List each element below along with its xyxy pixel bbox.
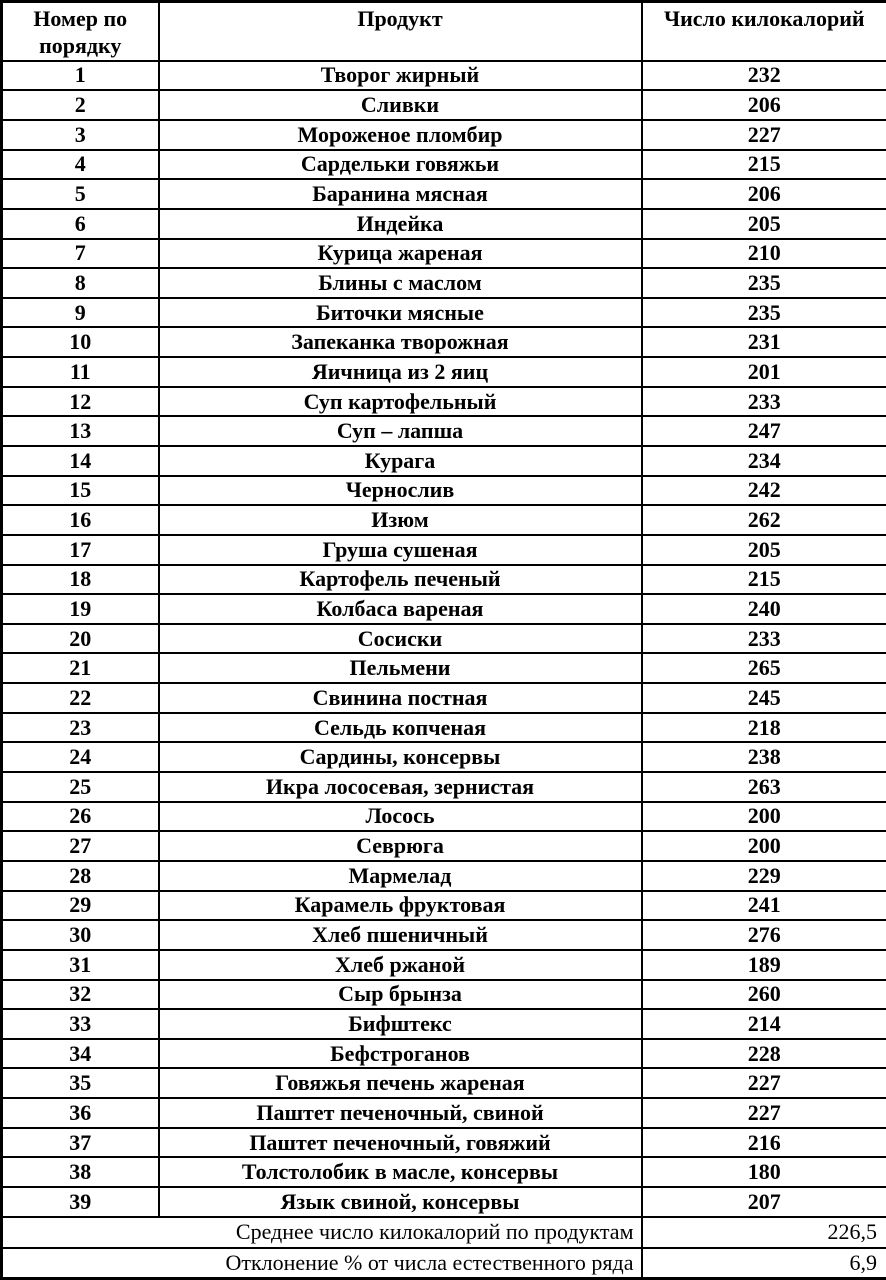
cell-product: Лосось bbox=[159, 802, 642, 832]
cell-num: 34 bbox=[2, 1039, 159, 1069]
cell-num: 20 bbox=[2, 624, 159, 654]
cell-num: 33 bbox=[2, 1009, 159, 1039]
cell-product: Икра лососевая, зернистая bbox=[159, 772, 642, 802]
cell-product: Сардины, консервы bbox=[159, 742, 642, 772]
cell-kcal: 262 bbox=[642, 505, 886, 535]
cell-num: 16 bbox=[2, 505, 159, 535]
cell-product: Сливки bbox=[159, 90, 642, 120]
table-row bbox=[2, 1009, 886, 1039]
cell-num: 17 bbox=[2, 535, 159, 565]
table-row bbox=[2, 387, 886, 417]
table-row bbox=[2, 861, 886, 891]
cell-num: 37 bbox=[2, 1128, 159, 1158]
cell-kcal: 214 bbox=[642, 1009, 886, 1039]
table-row bbox=[2, 150, 886, 180]
cell-kcal: 227 bbox=[642, 1068, 886, 1098]
table-row bbox=[2, 327, 886, 357]
cell-num: 26 bbox=[2, 802, 159, 832]
table-row bbox=[2, 268, 886, 298]
cell-kcal: 235 bbox=[642, 268, 886, 298]
summary-row-deviation bbox=[2, 1248, 886, 1279]
table-row bbox=[2, 179, 886, 209]
cell-product: Хлеб ржаной bbox=[159, 950, 642, 980]
cell-kcal: 235 bbox=[642, 298, 886, 328]
cell-num: 10 bbox=[2, 327, 159, 357]
cell-num: 4 bbox=[2, 150, 159, 180]
cell-product: Язык свиной, консервы bbox=[159, 1187, 642, 1217]
cell-num: 7 bbox=[2, 239, 159, 269]
cell-kcal: 180 bbox=[642, 1157, 886, 1187]
table-row bbox=[2, 1039, 886, 1069]
cell-kcal: 189 bbox=[642, 950, 886, 980]
header-product: Продукт bbox=[159, 2, 642, 61]
cell-num: 30 bbox=[2, 920, 159, 950]
cell-kcal: 216 bbox=[642, 1128, 886, 1158]
header-num: Номер по порядку bbox=[2, 2, 159, 61]
cell-kcal: 201 bbox=[642, 357, 886, 387]
cell-num: 14 bbox=[2, 446, 159, 476]
cell-kcal: 215 bbox=[642, 150, 886, 180]
cell-kcal: 206 bbox=[642, 90, 886, 120]
cell-kcal: 241 bbox=[642, 891, 886, 921]
cell-kcal: 260 bbox=[642, 980, 886, 1010]
cell-num: 23 bbox=[2, 713, 159, 743]
cell-product: Сельдь копченая bbox=[159, 713, 642, 743]
cell-kcal: 228 bbox=[642, 1039, 886, 1069]
cell-kcal: 276 bbox=[642, 920, 886, 950]
table-row bbox=[2, 653, 886, 683]
cell-product: Сыр брынза bbox=[159, 980, 642, 1010]
cell-kcal: 200 bbox=[642, 831, 886, 861]
table-row bbox=[2, 831, 886, 861]
cell-product: Бифштекс bbox=[159, 1009, 642, 1039]
cell-num: 19 bbox=[2, 594, 159, 624]
cell-num: 38 bbox=[2, 1157, 159, 1187]
table-row bbox=[2, 683, 886, 713]
table-row bbox=[2, 980, 886, 1010]
cell-kcal: 240 bbox=[642, 594, 886, 624]
cell-product: Толстолобик в масле, консервы bbox=[159, 1157, 642, 1187]
cell-product: Колбаса вареная bbox=[159, 594, 642, 624]
cell-product: Карамель фруктовая bbox=[159, 891, 642, 921]
cell-num: 6 bbox=[2, 209, 159, 239]
cell-num: 15 bbox=[2, 476, 159, 506]
table-row bbox=[2, 950, 886, 980]
cell-product: Севрюга bbox=[159, 831, 642, 861]
cell-product: Паштет печеночный, говяжий bbox=[159, 1128, 642, 1158]
cell-num: 8 bbox=[2, 268, 159, 298]
table-row bbox=[2, 239, 886, 269]
header-kcal: Число килокалорий bbox=[642, 2, 886, 61]
cell-kcal: 233 bbox=[642, 387, 886, 417]
cell-kcal: 218 bbox=[642, 713, 886, 743]
cell-num: 36 bbox=[2, 1098, 159, 1128]
cell-kcal: 227 bbox=[642, 120, 886, 150]
table-row bbox=[2, 120, 886, 150]
cell-product: Биточки мясные bbox=[159, 298, 642, 328]
cell-kcal: 233 bbox=[642, 624, 886, 654]
cell-kcal: 229 bbox=[642, 861, 886, 891]
table-row bbox=[2, 535, 886, 565]
cell-num: 24 bbox=[2, 742, 159, 772]
cell-product: Мороженое пломбир bbox=[159, 120, 642, 150]
cell-kcal: 207 bbox=[642, 1187, 886, 1217]
cell-kcal: 200 bbox=[642, 802, 886, 832]
cell-product: Курица жареная bbox=[159, 239, 642, 269]
cell-num: 35 bbox=[2, 1068, 159, 1098]
table-row bbox=[2, 920, 886, 950]
table-row bbox=[2, 505, 886, 535]
cell-kcal: 205 bbox=[642, 209, 886, 239]
cell-product: Говяжья печень жареная bbox=[159, 1068, 642, 1098]
table-row bbox=[2, 594, 886, 624]
cell-num: 12 bbox=[2, 387, 159, 417]
cell-num: 5 bbox=[2, 179, 159, 209]
table-row bbox=[2, 742, 886, 772]
cell-product: Запеканка творожная bbox=[159, 327, 642, 357]
cell-kcal: 231 bbox=[642, 327, 886, 357]
cell-num: 11 bbox=[2, 357, 159, 387]
cell-num: 1 bbox=[2, 61, 159, 91]
cell-kcal: 210 bbox=[642, 239, 886, 269]
summary-average-value: 226,5 bbox=[642, 1217, 886, 1248]
cell-product: Индейка bbox=[159, 209, 642, 239]
table-row bbox=[2, 891, 886, 921]
table-row bbox=[2, 90, 886, 120]
cell-num: 2 bbox=[2, 90, 159, 120]
table-body bbox=[2, 61, 886, 1217]
cell-product: Бефстроганов bbox=[159, 1039, 642, 1069]
cell-num: 22 bbox=[2, 683, 159, 713]
cell-kcal: 227 bbox=[642, 1098, 886, 1128]
table-row bbox=[2, 476, 886, 506]
summary-row-average bbox=[2, 1217, 886, 1248]
cell-num: 27 bbox=[2, 831, 159, 861]
cell-kcal: 238 bbox=[642, 742, 886, 772]
table-row bbox=[2, 713, 886, 743]
cell-product: Баранина мясная bbox=[159, 179, 642, 209]
summary-deviation-label: Отклонение % от числа естественного ряда bbox=[2, 1248, 642, 1279]
cell-num: 39 bbox=[2, 1187, 159, 1217]
cell-product: Творог жирный bbox=[159, 61, 642, 91]
cell-num: 29 bbox=[2, 891, 159, 921]
cell-num: 32 bbox=[2, 980, 159, 1010]
summary-deviation-value: 6,9 bbox=[642, 1248, 886, 1279]
cell-product: Свинина постная bbox=[159, 683, 642, 713]
cell-num: 18 bbox=[2, 565, 159, 595]
cell-num: 31 bbox=[2, 950, 159, 980]
cell-product: Сардельки говяжьи bbox=[159, 150, 642, 180]
cell-product: Яичница из 2 яиц bbox=[159, 357, 642, 387]
cell-product: Чернослив bbox=[159, 476, 642, 506]
cell-num: 21 bbox=[2, 653, 159, 683]
cell-product: Сосиски bbox=[159, 624, 642, 654]
cell-kcal: 263 bbox=[642, 772, 886, 802]
table-row bbox=[2, 565, 886, 595]
table-row bbox=[2, 209, 886, 239]
header-row bbox=[2, 2, 886, 61]
cell-num: 25 bbox=[2, 772, 159, 802]
cell-product: Мармелад bbox=[159, 861, 642, 891]
table-row bbox=[2, 1157, 886, 1187]
cell-kcal: 265 bbox=[642, 653, 886, 683]
cell-kcal: 245 bbox=[642, 683, 886, 713]
cell-kcal: 247 bbox=[642, 416, 886, 446]
cell-kcal: 234 bbox=[642, 446, 886, 476]
table-row bbox=[2, 624, 886, 654]
table-row bbox=[2, 1128, 886, 1158]
cell-product: Суп картофельный bbox=[159, 387, 642, 417]
table-row bbox=[2, 357, 886, 387]
table-row bbox=[2, 298, 886, 328]
table-row bbox=[2, 446, 886, 476]
table-row bbox=[2, 416, 886, 446]
cell-kcal: 242 bbox=[642, 476, 886, 506]
summary-average-label: Среднее число килокалорий по продуктам bbox=[2, 1217, 642, 1248]
cell-num: 28 bbox=[2, 861, 159, 891]
cell-kcal: 205 bbox=[642, 535, 886, 565]
cell-num: 9 bbox=[2, 298, 159, 328]
cell-product: Паштет печеночный, свиной bbox=[159, 1098, 642, 1128]
table-row bbox=[2, 61, 886, 91]
cell-product: Хлеб пшеничный bbox=[159, 920, 642, 950]
cell-num: 3 bbox=[2, 120, 159, 150]
cell-product: Суп – лапша bbox=[159, 416, 642, 446]
table-row bbox=[2, 772, 886, 802]
cell-kcal: 215 bbox=[642, 565, 886, 595]
cell-product: Курага bbox=[159, 446, 642, 476]
cell-product: Блины с маслом bbox=[159, 268, 642, 298]
cell-kcal: 232 bbox=[642, 61, 886, 91]
table-row bbox=[2, 1068, 886, 1098]
cell-product: Пельмени bbox=[159, 653, 642, 683]
summary-body bbox=[2, 1217, 886, 1278]
cell-product: Картофель печеный bbox=[159, 565, 642, 595]
table-row bbox=[2, 1187, 886, 1217]
cell-kcal: 206 bbox=[642, 179, 886, 209]
table-row bbox=[2, 1098, 886, 1128]
cell-num: 13 bbox=[2, 416, 159, 446]
table-row bbox=[2, 802, 886, 832]
cell-product: Груша сушеная bbox=[159, 535, 642, 565]
cell-product: Изюм bbox=[159, 505, 642, 535]
